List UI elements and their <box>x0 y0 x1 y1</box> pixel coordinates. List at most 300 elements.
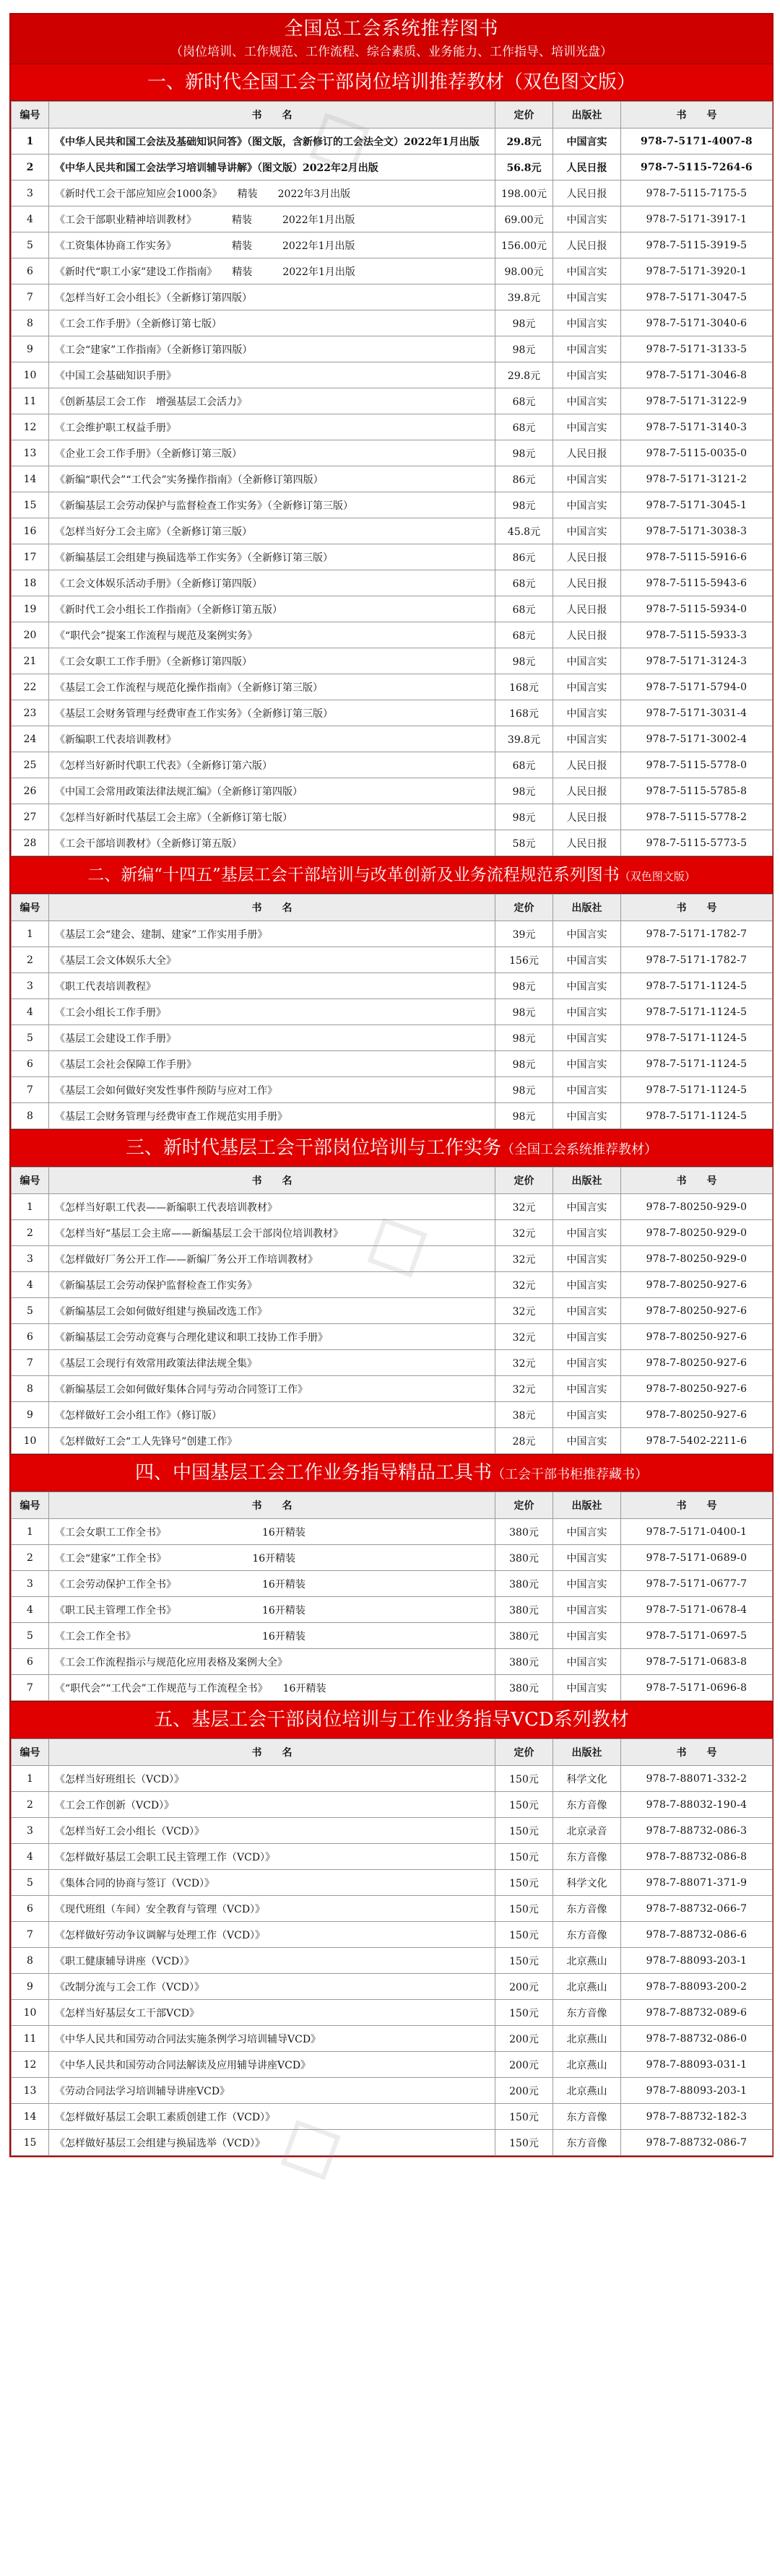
book-price: 156.00元 <box>495 232 553 258</box>
book-title: 《工资集体协商工作实务》 精装 2022年1月出版 <box>49 232 495 258</box>
book-publisher: 中国言实 <box>553 1428 621 1454</box>
book-isbn: 978-7-80250-927-6 <box>621 1324 773 1350</box>
book-publisher: 东方音像 <box>553 1896 621 1922</box>
book-table <box>11 894 773 1129</box>
book-publisher: 北京燕山 <box>553 2052 621 2078</box>
col-title-header: 书 名 <box>49 1739 495 1766</box>
table-row <box>12 362 773 388</box>
book-title: 《工会工作创新（VCD）》 <box>49 1792 495 1818</box>
row-number: 4 <box>12 1844 49 1870</box>
book-publisher: 中国言实 <box>553 700 621 726</box>
book-title: 《怎样当好“基层工会主席——新编基层工会干部岗位培训教材》 <box>49 1220 495 1246</box>
book-isbn: 978-7-5171-3046-8 <box>621 362 773 388</box>
table-row <box>12 830 773 856</box>
book-title: 《怎样当好职工代表——新编职工代表培训教材》 <box>49 1194 495 1220</box>
book-title: 《基层工会如何做好突发性事件预防与应对工作》 <box>49 1077 495 1103</box>
book-publisher: 人民日报 <box>553 804 621 830</box>
book-title: 《劳动合同法学习培训辅导讲座VCD》 <box>49 2078 495 2104</box>
table-row <box>12 1103 773 1129</box>
row-number: 21 <box>12 648 49 674</box>
book-price: 150元 <box>495 2000 553 2026</box>
col-publisher-header: 出版社 <box>553 1167 621 1194</box>
book-price: 98元 <box>495 804 553 830</box>
book-title: 《怎样做好基层工会组建与换届选举（VCD）》 <box>49 2130 495 2156</box>
book-title: 《基层工会财务管理与经费审查工作实务》（全新修订第三版） <box>49 700 495 726</box>
section-heading-note: （双色图文版） <box>619 870 696 883</box>
col-price-header: 定价 <box>495 1167 553 1194</box>
table-row <box>12 258 773 284</box>
book-title: 《基层工会工作流程与规范化操作指南》（全新修订第三版） <box>49 674 495 700</box>
book-price: 98元 <box>495 492 553 518</box>
table-row <box>12 2026 773 2052</box>
book-publisher: 东方音像 <box>553 1922 621 1948</box>
row-number: 4 <box>12 999 49 1025</box>
book-price: 98元 <box>495 778 553 804</box>
table-row <box>12 180 773 206</box>
table-row <box>12 1896 773 1922</box>
book-isbn: 978-7-5171-3002-4 <box>621 726 773 752</box>
book-isbn: 978-7-80250-929-0 <box>621 1220 773 1246</box>
book-title: 《工会工作全书》 16开精装 <box>49 1623 495 1649</box>
book-price: 39元 <box>495 921 553 947</box>
row-number: 19 <box>12 596 49 622</box>
book-isbn: 978-7-5171-1124-5 <box>621 1077 773 1103</box>
book-publisher: 东方音像 <box>553 2104 621 2130</box>
book-publisher: 科学文化 <box>553 1870 621 1896</box>
row-number: 9 <box>12 1974 49 2000</box>
table-row <box>12 232 773 258</box>
book-publisher: 中国言实 <box>553 310 621 336</box>
book-title: 《新时代工会小组长工作指南》（全新修订第五版） <box>49 596 495 622</box>
sections-container <box>11 64 772 2156</box>
table-row <box>12 700 773 726</box>
section-heading-text: 三、新时代基层工会干部岗位培训与工作实务 <box>125 1137 501 1159</box>
table-row <box>12 804 773 830</box>
book-publisher: 东方音像 <box>553 2130 621 2156</box>
book-price: 200元 <box>495 2078 553 2104</box>
book-title: 《工会工作流程指示与规范化应用表格及案例大全》 <box>49 1649 495 1675</box>
book-publisher: 中国言实 <box>553 1545 621 1571</box>
book-isbn: 978-7-5171-0696-8 <box>621 1675 773 1701</box>
book-publisher: 北京燕山 <box>553 2078 621 2104</box>
book-price: 39.8元 <box>495 284 553 310</box>
book-price: 32元 <box>495 1376 553 1402</box>
col-publisher-header: 出版社 <box>553 1492 621 1519</box>
book-title: 《工会工作手册》（全新修订第七版） <box>49 310 495 336</box>
book-title: 《怎样做好劳动争议调解与处理工作（VCD）》 <box>49 1922 495 1948</box>
book-price: 68元 <box>495 388 553 414</box>
row-number: 9 <box>12 336 49 362</box>
table-row <box>12 2130 773 2156</box>
book-publisher: 人民日报 <box>553 155 621 180</box>
book-price: 38元 <box>495 1402 553 1428</box>
book-price: 68元 <box>495 596 553 622</box>
book-isbn: 978-7-5171-0689-0 <box>621 1545 773 1571</box>
book-price: 98元 <box>495 973 553 999</box>
table-header-row <box>12 1167 773 1194</box>
book-table <box>11 1167 773 1454</box>
table-row <box>12 1649 773 1675</box>
book-publisher: 东方音像 <box>553 1844 621 1870</box>
book-title: 《怎样当好基层女工干部VCD》 <box>49 2000 495 2026</box>
row-number: 4 <box>12 1272 49 1298</box>
book-list-page <box>9 13 774 2157</box>
book-publisher: 人民日报 <box>553 830 621 856</box>
row-number: 13 <box>12 2078 49 2104</box>
section-heading-text: 二、新编“十四五”基层工会干部培训与改革创新及业务流程规范系列图书 <box>87 866 620 884</box>
section-heading <box>11 1454 772 1492</box>
table-row <box>12 1844 773 1870</box>
book-price: 150元 <box>495 1818 553 1844</box>
book-title: 《怎样做好工会小组工作》（修订版） <box>49 1402 495 1428</box>
book-publisher: 北京燕山 <box>553 2026 621 2052</box>
book-price: 380元 <box>495 1571 553 1597</box>
row-number: 16 <box>12 518 49 544</box>
book-publisher: 中国言实 <box>553 129 621 155</box>
book-isbn: 978-7-88093-203-1 <box>621 1948 773 1974</box>
book-publisher: 人民日报 <box>553 440 621 466</box>
book-publisher: 中国言实 <box>553 726 621 752</box>
book-title: 《“职代会”“工代会”工作规范与工作流程全书》 16开精装 <box>49 1675 495 1701</box>
book-publisher: 中国言实 <box>553 674 621 700</box>
watermark-mark: ◇ <box>342 1182 446 1301</box>
table-row <box>12 1025 773 1051</box>
book-price: 32元 <box>495 1298 553 1324</box>
table-row <box>12 206 773 232</box>
book-isbn: 978-7-88071-371-9 <box>621 1870 773 1896</box>
book-price: 200元 <box>495 2052 553 2078</box>
book-publisher: 中国言实 <box>553 414 621 440</box>
book-price: 98元 <box>495 1103 553 1129</box>
book-price: 39.8元 <box>495 726 553 752</box>
book-price: 98元 <box>495 1077 553 1103</box>
row-number: 12 <box>12 2052 49 2078</box>
book-publisher: 人民日报 <box>553 778 621 804</box>
book-price: 156元 <box>495 947 553 973</box>
book-publisher: 中国言实 <box>553 206 621 232</box>
row-number: 2 <box>12 1545 49 1571</box>
row-number: 6 <box>12 1051 49 1077</box>
book-publisher: 中国言实 <box>553 947 621 973</box>
row-number: 18 <box>12 570 49 596</box>
book-isbn: 978-7-5115-0035-0 <box>621 440 773 466</box>
row-number: 2 <box>12 1792 49 1818</box>
section-heading-note: （工会干部书柜推荐藏书） <box>492 1467 648 1482</box>
col-no-header: 编号 <box>12 1167 49 1194</box>
book-title: 《职工代表培训教程》 <box>49 973 495 999</box>
row-number: 27 <box>12 804 49 830</box>
book-publisher: 人民日报 <box>553 232 621 258</box>
row-number: 12 <box>12 414 49 440</box>
table-row <box>12 726 773 752</box>
table-row <box>12 1194 773 1220</box>
book-isbn: 978-7-5115-7175-5 <box>621 180 773 206</box>
book-publisher: 中国言实 <box>553 466 621 492</box>
book-publisher: 北京燕山 <box>553 1974 621 2000</box>
book-price: 32元 <box>495 1246 553 1272</box>
table-row <box>12 1272 773 1298</box>
book-publisher: 东方音像 <box>553 2000 621 2026</box>
col-price-header: 定价 <box>495 1492 553 1519</box>
book-publisher: 中国言实 <box>553 388 621 414</box>
book-isbn: 978-7-5171-1124-5 <box>621 1051 773 1077</box>
book-title: 《中华人民共和国工会法学习培训辅导讲解》（图文版）2022年2月出版 <box>49 155 495 180</box>
book-price: 68元 <box>495 752 553 778</box>
book-isbn: 978-7-5171-1124-5 <box>621 1103 773 1129</box>
row-number: 14 <box>12 466 49 492</box>
row-number: 1 <box>12 1194 49 1220</box>
book-publisher: 中国言实 <box>553 518 621 544</box>
book-publisher: 中国言实 <box>553 1519 621 1545</box>
table-row <box>12 336 773 362</box>
book-price: 200元 <box>495 2026 553 2052</box>
book-isbn: 978-7-80250-927-6 <box>621 1402 773 1428</box>
book-price: 69.00元 <box>495 206 553 232</box>
table-row <box>12 414 773 440</box>
table-row <box>12 129 773 155</box>
book-table <box>11 1492 773 1701</box>
book-publisher: 中国言实 <box>553 1298 621 1324</box>
book-isbn: 978-7-5171-0677-7 <box>621 1571 773 1597</box>
book-isbn: 978-7-5171-1124-5 <box>621 973 773 999</box>
book-publisher: 东方音像 <box>553 1792 621 1818</box>
book-publisher: 中国言实 <box>553 1194 621 1220</box>
book-publisher: 中国言实 <box>553 1246 621 1272</box>
row-number: 7 <box>12 1350 49 1376</box>
col-publisher-header: 出版社 <box>553 895 621 921</box>
book-title: 《基层工会财务管理与经费审查工作规范实用手册》 <box>49 1103 495 1129</box>
table-row <box>12 1597 773 1623</box>
table-row <box>12 1545 773 1571</box>
book-title: 《工会女职工工作全书》 16开精装 <box>49 1519 495 1545</box>
row-number: 10 <box>12 2000 49 2026</box>
book-isbn: 978-7-5171-3038-3 <box>621 518 773 544</box>
book-isbn: 978-7-5115-5785-8 <box>621 778 773 804</box>
book-isbn: 978-7-88093-031-1 <box>621 2052 773 2078</box>
table-row <box>12 2052 773 2078</box>
book-price: 32元 <box>495 1350 553 1376</box>
table-header-row <box>12 895 773 921</box>
book-price: 98.00元 <box>495 258 553 284</box>
book-price: 150元 <box>495 1896 553 1922</box>
book-publisher: 中国言实 <box>553 1220 621 1246</box>
book-price: 98元 <box>495 310 553 336</box>
row-number: 4 <box>12 1597 49 1623</box>
book-publisher: 中国言实 <box>553 999 621 1025</box>
book-price: 86元 <box>495 544 553 570</box>
book-title: 《新编“职代会”“工代会”实务操作指南》（全新修订第四版） <box>49 466 495 492</box>
table-row <box>12 1974 773 2000</box>
book-publisher: 中国言实 <box>553 1025 621 1051</box>
book-price: 32元 <box>495 1272 553 1298</box>
book-title: 《怎样做好厂务公开工作——新编厂务公开工作培训教材》 <box>49 1246 495 1272</box>
book-price: 198.00元 <box>495 180 553 206</box>
row-number: 6 <box>12 1896 49 1922</box>
col-publisher-header: 出版社 <box>553 102 621 129</box>
table-row <box>12 1519 773 1545</box>
row-number: 15 <box>12 2130 49 2156</box>
book-isbn: 978-7-5171-5794-0 <box>621 674 773 700</box>
book-isbn: 978-7-80250-927-6 <box>621 1350 773 1376</box>
book-isbn: 978-7-5171-3122-9 <box>621 388 773 414</box>
table-header-row <box>12 102 773 129</box>
row-number: 2 <box>12 947 49 973</box>
row-number: 2 <box>12 155 49 180</box>
row-number: 1 <box>12 921 49 947</box>
book-title: 《基层工会建设工作手册》 <box>49 1025 495 1051</box>
table-row <box>12 973 773 999</box>
row-number: 7 <box>12 284 49 310</box>
book-price: 58元 <box>495 830 553 856</box>
book-isbn: 978-7-5115-7264-6 <box>621 155 773 180</box>
book-isbn: 978-7-88732-086-8 <box>621 1844 773 1870</box>
book-title: 《工会文体娱乐活动手册》（全新修订第四版） <box>49 570 495 596</box>
book-publisher: 北京燕山 <box>553 1948 621 1974</box>
book-price: 380元 <box>495 1623 553 1649</box>
book-publisher: 中国言实 <box>553 1402 621 1428</box>
book-price: 98元 <box>495 336 553 362</box>
row-number: 14 <box>12 2104 49 2130</box>
book-publisher: 中国言实 <box>553 1103 621 1129</box>
row-number: 3 <box>12 180 49 206</box>
book-isbn: 978-7-5171-3133-5 <box>621 336 773 362</box>
book-publisher: 人民日报 <box>553 622 621 648</box>
col-isbn-header: 书 号 <box>621 1167 773 1194</box>
section-heading <box>11 1129 772 1167</box>
table-row <box>12 1428 773 1454</box>
book-isbn: 978-7-5115-3919-5 <box>621 232 773 258</box>
book-title: 《怎样当好新时代基层工会主席》（全新修订第七版） <box>49 804 495 830</box>
book-title: 《集体合同的协商与签订（VCD）》 <box>49 1870 495 1896</box>
table-row <box>12 674 773 700</box>
row-number: 1 <box>12 1766 49 1792</box>
book-title: 《怎样做好基层工会职工民主管理工作（VCD）》 <box>49 1844 495 1870</box>
book-isbn: 978-7-5171-0678-4 <box>621 1597 773 1623</box>
table-row <box>12 1766 773 1792</box>
row-number: 15 <box>12 492 49 518</box>
row-number: 5 <box>12 232 49 258</box>
book-title: 《职工健康辅导讲座（VCD）》 <box>49 1948 495 1974</box>
book-price: 32元 <box>495 1324 553 1350</box>
row-number: 7 <box>12 1675 49 1701</box>
book-title: 《基层工会社会保障工作手册》 <box>49 1051 495 1077</box>
col-no-header: 编号 <box>12 102 49 129</box>
book-price: 86元 <box>495 466 553 492</box>
book-publisher: 中国言实 <box>553 1675 621 1701</box>
book-title: 《工会“建家”工作全书》 16开精装 <box>49 1545 495 1571</box>
table-row <box>12 596 773 622</box>
row-number: 8 <box>12 1948 49 1974</box>
col-isbn-header: 书 号 <box>621 895 773 921</box>
section-heading <box>11 64 772 101</box>
book-isbn: 978-7-88732-086-3 <box>621 1818 773 1844</box>
book-publisher: 中国言实 <box>553 362 621 388</box>
book-title: 《新编基层工会组建与换届选举工作实务》（全新修订第三版） <box>49 544 495 570</box>
book-title: 《中国工会常用政策法律法规汇编》（全新修订第四版） <box>49 778 495 804</box>
book-title: 《中华人民共和国劳动合同法实施条例学习培训辅导VCD》 <box>49 2026 495 2052</box>
row-number: 7 <box>12 1922 49 1948</box>
section-heading-text: 四、中国基层工会工作业务指导精品工具书 <box>134 1462 492 1484</box>
book-price: 150元 <box>495 1766 553 1792</box>
book-price: 68元 <box>495 414 553 440</box>
row-number: 3 <box>12 1818 49 1844</box>
book-isbn: 978-7-5171-3920-1 <box>621 258 773 284</box>
book-title: 《怎样当好工会小组长》（全新修订第四版） <box>49 284 495 310</box>
table-row <box>12 1571 773 1597</box>
table-row <box>12 648 773 674</box>
row-number: 3 <box>12 973 49 999</box>
row-number: 3 <box>12 1246 49 1272</box>
book-price: 380元 <box>495 1597 553 1623</box>
table-row <box>12 1922 773 1948</box>
col-price-header: 定价 <box>495 1739 553 1766</box>
book-isbn: 978-7-5171-3124-3 <box>621 648 773 674</box>
row-number: 5 <box>12 1870 49 1896</box>
book-title: 《基层工会现行有效常用政策法律法规全集》 <box>49 1350 495 1376</box>
book-isbn: 978-7-5402-2211-6 <box>621 1428 773 1454</box>
book-title: 《工会女职工工作手册》（全新修订第四版） <box>49 648 495 674</box>
book-isbn: 978-7-5115-5934-0 <box>621 596 773 622</box>
book-publisher: 中国言实 <box>553 1350 621 1376</box>
col-price-header: 定价 <box>495 895 553 921</box>
book-isbn: 978-7-5115-5778-2 <box>621 804 773 830</box>
book-isbn: 978-7-88732-089-6 <box>621 2000 773 2026</box>
row-number: 11 <box>12 388 49 414</box>
book-title: 《基层工会文体娱乐大全》 <box>49 947 495 973</box>
table-row <box>12 1298 773 1324</box>
book-title: 《新编基层工会劳动竞赛与合理化建议和职工技协工作手册》 <box>49 1324 495 1350</box>
row-number: 26 <box>12 778 49 804</box>
col-isbn-header: 书 号 <box>621 102 773 129</box>
book-isbn: 978-7-5171-3040-6 <box>621 310 773 336</box>
book-title: 《新编基层工会如何做好组建与换届改选工作》 <box>49 1298 495 1324</box>
book-isbn: 978-7-5171-0697-5 <box>621 1623 773 1649</box>
book-isbn: 978-7-5171-3917-1 <box>621 206 773 232</box>
row-number: 10 <box>12 362 49 388</box>
book-publisher: 人民日报 <box>553 596 621 622</box>
book-title: 《新编基层工会劳动保护监督检查工作实务》 <box>49 1272 495 1298</box>
book-price: 168元 <box>495 700 553 726</box>
book-publisher: 中国言实 <box>553 258 621 284</box>
table-header-row <box>12 1492 773 1519</box>
row-number: 5 <box>12 1623 49 1649</box>
table-row <box>12 284 773 310</box>
page-header <box>11 14 772 64</box>
book-price: 380元 <box>495 1519 553 1545</box>
book-title: 《基层工会“建会、建制、建家”工作实用手册》 <box>49 921 495 947</box>
book-table <box>11 101 773 856</box>
book-price: 56.8元 <box>495 155 553 180</box>
book-isbn: 978-7-5115-5773-5 <box>621 830 773 856</box>
col-isbn-header: 书 号 <box>621 1739 773 1766</box>
table-row <box>12 518 773 544</box>
table-row <box>12 752 773 778</box>
book-title: 《怎样做好基层工会职工素质创建工作（VCD）》 <box>49 2104 495 2130</box>
book-publisher: 中国言实 <box>553 1324 621 1350</box>
book-price: 150元 <box>495 2130 553 2156</box>
row-number: 2 <box>12 1220 49 1246</box>
book-title: 《中华人民共和国工会法及基础知识问答》（图文版，含新修订的工会法全文）2022年1月出版 <box>49 129 495 155</box>
book-isbn: 978-7-5171-0400-1 <box>621 1519 773 1545</box>
book-isbn: 978-7-80250-927-6 <box>621 1376 773 1402</box>
row-number: 25 <box>12 752 49 778</box>
book-publisher: 北京录音 <box>553 1818 621 1844</box>
book-isbn: 978-7-88732-182-3 <box>621 2104 773 2130</box>
table-row <box>12 1948 773 1974</box>
book-publisher: 中国言实 <box>553 1597 621 1623</box>
row-number: 6 <box>12 1324 49 1350</box>
table-row <box>12 921 773 947</box>
